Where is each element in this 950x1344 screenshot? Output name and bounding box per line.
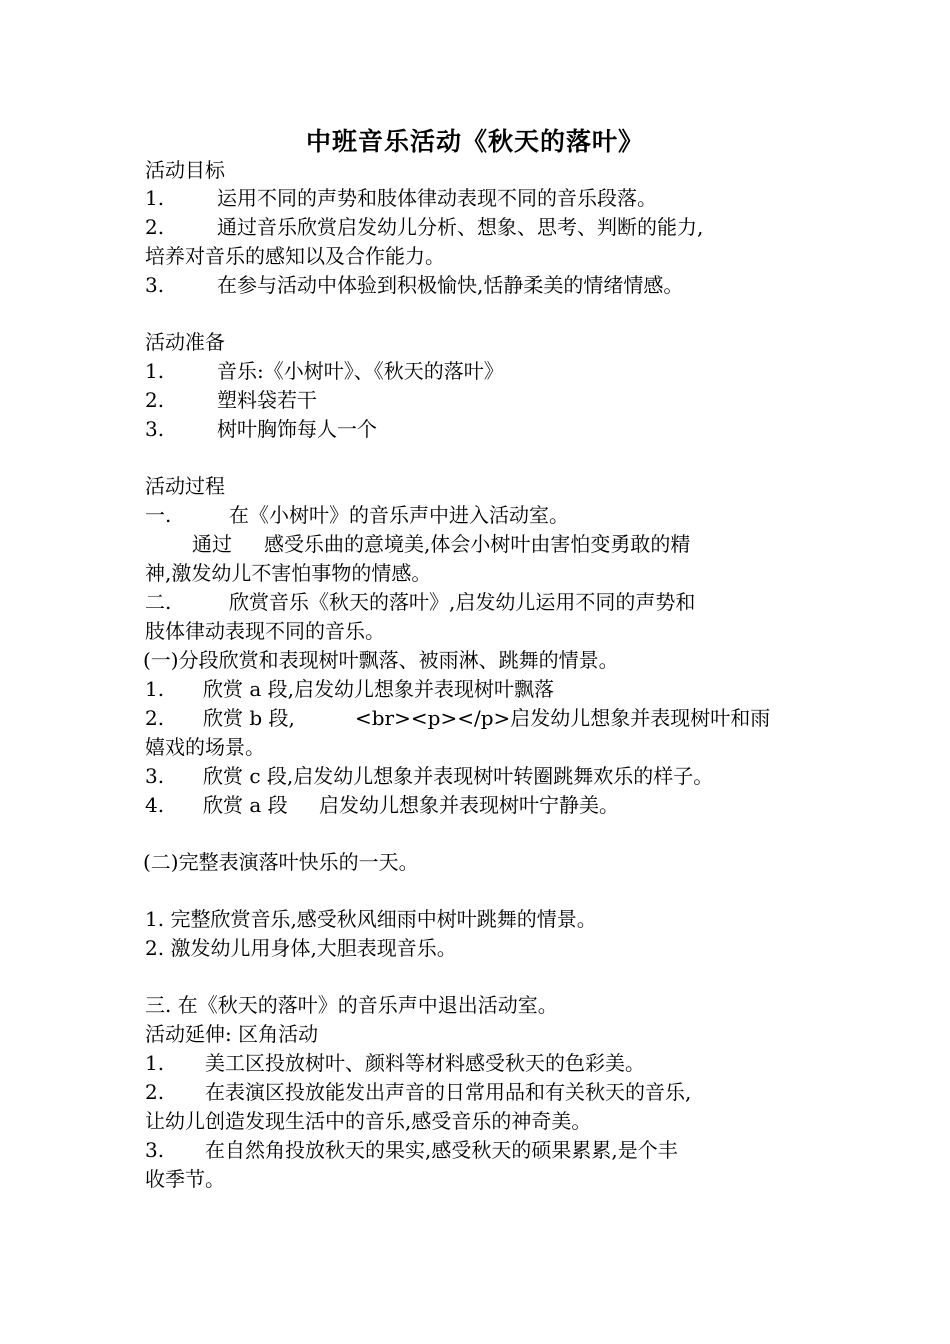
process-step-1-desc	[192, 530, 690, 558]
process-step-2-num: 二.	[145, 590, 172, 614]
process-step-3: 三. 在《秋天的落叶》的音乐声中退出活动室。	[145, 993, 558, 1017]
goal-text-3: 在参与活动中体验到积极愉快,恬静柔美的情绪情感。	[217, 273, 684, 297]
sub1-item-2-a: 欣赏 b 段,	[203, 706, 295, 730]
prep-item-1	[145, 357, 504, 385]
prep-num-1: 1.	[145, 359, 165, 383]
extension-heading: 活动延伸: 区角活动	[145, 1022, 319, 1046]
prep-item-3	[145, 415, 377, 443]
extension-item-3-num: 3.	[145, 1138, 165, 1162]
sub1-item-3-text: 欣赏 c 段,启发幼儿想象并表现树叶转圈跳舞欢乐的样子。	[203, 764, 714, 788]
process-step-2-cont: 肢体律动表现不同的音乐。	[145, 619, 385, 643]
sub1-item-3-num: 3.	[145, 764, 165, 788]
process-step-2-text: 欣赏音乐《秋天的落叶》,启发幼儿运用不同的声势和	[229, 590, 696, 614]
sub1-item-4-b: 启发幼儿想象并表现树叶宁静美。	[319, 793, 619, 817]
extension-item-3	[145, 1136, 678, 1164]
goal-item-2-cont: 培养对音乐的感知以及合作能力。	[145, 244, 445, 268]
sub1-item-2-cont: 嬉戏的场景。	[145, 735, 265, 759]
process-step-1	[145, 501, 569, 529]
extension-item-1-text: 美工区投放树叶、颜料等材料感受秋天的色彩美。	[205, 1051, 645, 1075]
sub1-item-1-text: 欣赏 a 段,启发幼儿想象并表现树叶飘落	[203, 677, 554, 701]
process-sub-2-heading: (二)完整表演落叶快乐的一天。	[143, 850, 419, 874]
goal-num-2: 2.	[145, 215, 165, 239]
prep-item-2	[145, 386, 317, 414]
extension-item-3-text: 在自然角投放秋天的果实,感受秋天的硕果累累,是个丰	[205, 1138, 678, 1162]
prep-text-2: 塑料袋若干	[217, 388, 317, 412]
extension-item-1	[145, 1049, 645, 1077]
sub1-item-4-num: 4.	[145, 793, 165, 817]
sub1-item-1	[145, 675, 554, 703]
sub1-item-4-a: 欣赏 a 段	[203, 793, 288, 817]
process-step-1-desc-b: 感受乐曲的意境美,体会小树叶由害怕变勇敢的精	[264, 532, 691, 556]
sub1-item-2	[145, 704, 770, 732]
goals-heading: 活动目标	[145, 158, 225, 182]
sub2-item-1: 1. 完整欣赏音乐,感受秋风细雨中树叶跳舞的情景。	[145, 907, 597, 931]
process-step-1-num: 一.	[145, 503, 172, 527]
process-step-1-desc-a: 通过	[192, 532, 232, 556]
prep-num-2: 2.	[145, 388, 165, 412]
sub2-item-2: 2. 激发幼儿用身体,大胆表现音乐。	[145, 936, 457, 960]
extension-item-2	[145, 1078, 691, 1106]
sub1-item-2-b: <br><p></p>启发幼儿想象并表现树叶和雨	[355, 706, 771, 730]
goal-num-1: 1.	[145, 186, 165, 210]
extension-item-2-num: 2.	[145, 1080, 165, 1104]
process-sub-1-heading: (一)分段欣赏和表现树叶飘落、被雨淋、跳舞的情景。	[143, 648, 619, 672]
goal-num-3: 3.	[145, 273, 165, 297]
goal-text-1: 运用不同的声势和肢体律动表现不同的音乐段落。	[217, 186, 657, 210]
prep-heading: 活动准备	[145, 330, 225, 354]
document-title: 中班音乐活动《秋天的落叶》	[305, 127, 644, 156]
sub1-item-3	[145, 762, 713, 790]
process-heading: 活动过程	[145, 474, 225, 498]
sub1-item-4	[145, 791, 619, 819]
goal-item-3	[145, 271, 683, 299]
extension-item-2-text: 在表演区投放能发出声音的日常用品和有关秋天的音乐,	[205, 1080, 692, 1104]
sub1-item-1-num: 1.	[145, 677, 165, 701]
process-step-1-desc-cont: 神,激发幼儿不害怕事物的情感。	[145, 561, 432, 585]
goal-item-2	[145, 213, 703, 241]
prep-num-3: 3.	[145, 417, 165, 441]
goal-item-1	[145, 184, 657, 212]
extension-item-3-cont: 收季节。	[145, 1167, 225, 1191]
process-step-1-text: 在《小树叶》的音乐声中进入活动室。	[229, 503, 569, 527]
extension-item-2-cont: 让幼儿创造发现生活中的音乐,感受音乐的神奇美。	[145, 1109, 592, 1133]
prep-text-3: 树叶胸饰每人一个	[217, 417, 377, 441]
goal-text-2: 通过音乐欣赏启发幼儿分析、想象、思考、判断的能力,	[217, 215, 704, 239]
extension-item-1-num: 1.	[145, 1051, 165, 1075]
process-step-2	[145, 588, 695, 616]
prep-text-1: 音乐:《小树叶》、《秋天的落叶》	[217, 359, 504, 383]
sub1-item-2-num: 2.	[145, 706, 165, 730]
